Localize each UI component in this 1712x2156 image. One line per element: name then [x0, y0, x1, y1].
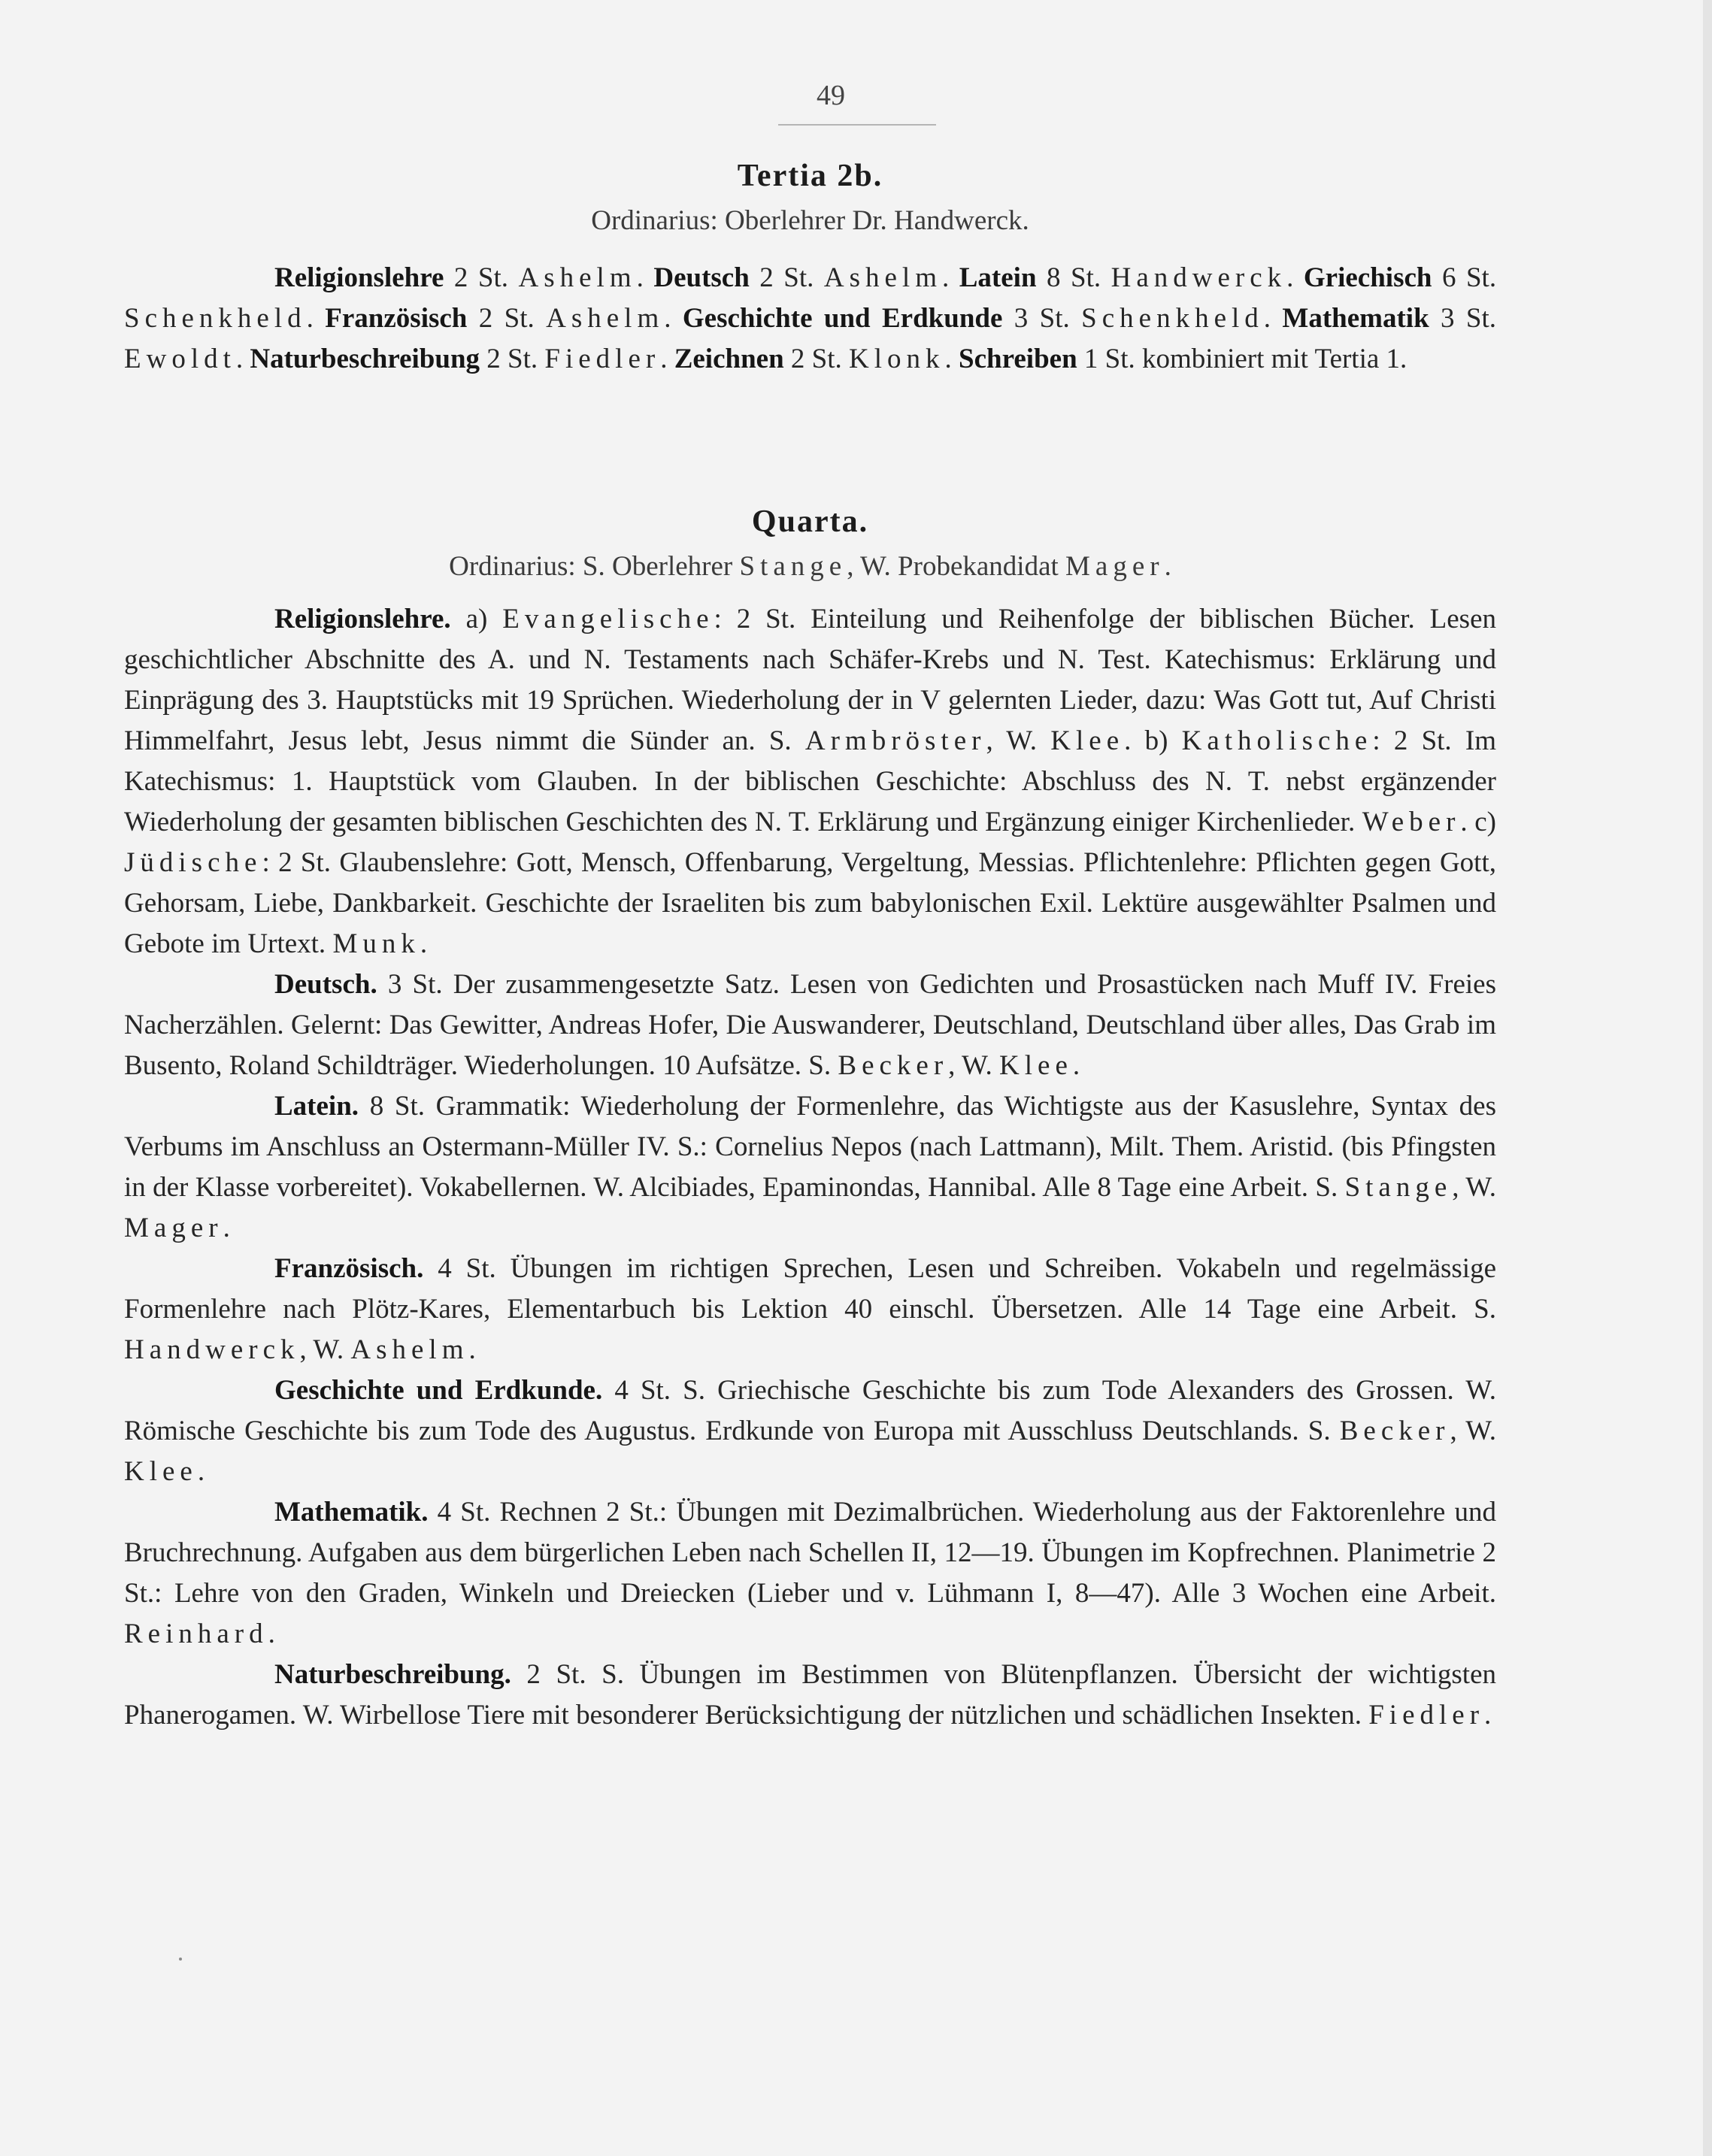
subject-heading: Mathematik.	[274, 1497, 429, 1528]
teacher-name: Klonk	[849, 344, 945, 374]
subject-heading: Griechisch	[1303, 262, 1432, 293]
teacher-name: Becker	[838, 1050, 949, 1081]
subject-paragraph-naturbeschreibung	[124, 1655, 1496, 1736]
text-run: , W.	[948, 1050, 1000, 1081]
text-run: .	[420, 928, 428, 959]
text-run: .	[197, 1456, 205, 1487]
teacher-name: Klee	[1050, 725, 1125, 756]
subject-heading: Französisch	[325, 303, 468, 334]
teacher-name: Fiedler	[544, 344, 661, 374]
teacher-name: Mager	[124, 1213, 223, 1243]
teacher-name: Ashelm	[518, 262, 637, 293]
text-run: . c)	[1460, 807, 1496, 837]
denomination: Evangelische	[502, 604, 714, 634]
teacher-name: Klee	[124, 1456, 198, 1487]
teacher-name: Mager	[1065, 551, 1165, 582]
teacher-name: Ashelm	[350, 1334, 469, 1365]
teacher-name: Ewoldt	[124, 344, 236, 374]
page-edge-shadow	[1703, 0, 1712, 2156]
teacher-name: Stange	[1344, 1172, 1453, 1203]
subject-heading: Religionslehre.	[274, 604, 451, 634]
text-run: 2 St. S. Übungen im Bestimmen von Blütenpflanzen. Übersicht der wichtigsten Phanerogamen. W. Wirbellose Tiere mit besonderer Berücksichtigung der nützlichen und schädlichen Insekten.	[124, 1659, 1496, 1731]
subject-paragraph-mathematik	[124, 1492, 1496, 1655]
text-run: : 2 St. Glaubenslehre: Gott, Mensch, Offenbarung, Vergeltung, Messias. Pflichtenlehre: Pflichten gegen Gott, Gehorsam, Liebe, Dankbarkeit. Geschichte der Israeliten bis zum babylonischen Exil. Lektüre ausgewählter Psalmen und Gebote im Urtext.	[124, 847, 1496, 959]
teacher-name: Becker	[1339, 1416, 1450, 1446]
text-run: 2 St.	[444, 262, 519, 293]
subject-heading: Geschichte und Erdkunde.	[274, 1375, 603, 1406]
text-run: : 2 St. Im Katechismus: 1. Hauptstück vom Glauben. In der biblischen Geschichte: Abschluss des N. T. nebst ergänzender Wiederholung der gesamten biblischen Geschichten des N. T. Erklärung und Ergänzung einiger Kirchenlieder.	[124, 725, 1496, 837]
text-run: 3 St.	[1002, 303, 1082, 334]
subject-paragraph-deutsch	[124, 964, 1496, 1086]
text-run: : 2 St. Einteilung und Reihenfolge der biblischen Bücher. Lesen geschichtlicher Abschnitte des A. und N. Testaments nach Schäfer-Krebs und N. Test. Katechismus: Erklärung und Einprägung des 3. Hauptstücks mit 19 Sprüchen. Wiederholung der in V gelernten Lieder, dazu: Was Gott tut, Auf Christi Himmelfahrt, Jesus lebt, Jesus nimmt die Sünder an. S.	[124, 604, 1496, 756]
section-quarta	[124, 504, 1496, 1736]
subject-heading: Naturbeschreibung	[250, 344, 480, 374]
text-run: .	[1164, 551, 1171, 582]
teacher-name: Fiedler	[1368, 1700, 1485, 1731]
text-run: .	[942, 262, 959, 293]
text-run: , W. Probekandidat	[847, 551, 1066, 582]
text-run: 4 St. S. Griechische Geschichte bis zum Tode Alexanders des Grossen. W. Römische Geschichte bis zum Tode des Augustus. Erdkunde von Europa mit Ausschluss Deutschlands. S.	[124, 1375, 1496, 1446]
text-run: .	[306, 303, 326, 334]
text-run: 3 St. Der zusammengesetzte Satz. Lesen von Gedichten und Prosastücken nach Muff IV. Freies Nacherzählen. Gelernt: Das Gewitter, Andreas Hofer, Die Auswanderer, Deutschland, Deutschland über alles, Das Grab im Busento, Roland Schildträger. Wiederholungen. 10 Aufsätze. S.	[124, 969, 1496, 1081]
text-run: 4 St. Übungen im richtigen Sprechen, Lesen und Schreiben. Vokabeln und regelmässige Formenlehre nach Plötz-Kares, Elementarbuch bis Lektion 40 einschl. Übersetzen. Alle 14 Tage eine Arbeit. S.	[124, 1253, 1496, 1325]
subject-paragraph-religion	[124, 599, 1496, 964]
text-run: 2 St.	[783, 344, 850, 374]
text-run: .	[235, 344, 250, 374]
teacher-name: Munk	[332, 928, 420, 959]
teacher-name: Ashelm	[823, 262, 942, 293]
text-run: , W.	[1452, 1172, 1496, 1203]
teacher-name: Schenkheld	[1081, 303, 1264, 334]
teacher-name: Armbröster	[804, 725, 986, 756]
text-run: 2 St.	[467, 303, 547, 334]
text-run: 1 St. kombiniert mit Tertia 1.	[1077, 344, 1407, 374]
section-tertia-2b	[124, 158, 1496, 380]
text-run: .	[268, 1619, 275, 1649]
text-run: 8 St.	[1036, 262, 1111, 293]
subject-paragraph-franzoesisch	[124, 1249, 1496, 1370]
subject-heading: Deutsch.	[274, 969, 377, 1000]
subject-paragraph-geschichte	[124, 1370, 1496, 1492]
denomination: Katholische	[1181, 725, 1373, 756]
header-rule	[778, 124, 936, 126]
text-run: .	[660, 344, 674, 374]
subject-heading: Deutsch	[653, 262, 750, 293]
subject-heading: Schreiben	[959, 344, 1077, 374]
text-run: .	[664, 303, 683, 334]
teacher-name: Stange	[739, 551, 847, 582]
subject-heading: Mathematik	[1282, 303, 1429, 334]
text-run: .	[468, 1334, 476, 1365]
text-run: .	[223, 1213, 230, 1243]
teacher-name: Handwerck	[1111, 262, 1287, 293]
subject-heading: Latein	[959, 262, 1037, 293]
subject-heading: Zeichnen	[674, 344, 784, 374]
text-run: 8 St. Grammatik: Wiederholung der Formenlehre, das Wichtigste aus der Kasuslehre, Syntax des Verbums im Anschluss an Ostermann-Müller IV. S.: Cornelius Nepos (nach Lattmann), Milt. Them. Aristid. (bis Pfingsten in der Klasse vorbereitet). Vokabellernen. W. Alcibiades, Epaminondas, Hannibal. Alle 8 Tage eine Arbeit. S.	[124, 1091, 1496, 1203]
teacher-name: Klee	[999, 1050, 1073, 1081]
section-title: Quarta.	[751, 504, 869, 539]
text-run: 3 St.	[1429, 303, 1497, 334]
subject-paragraph	[124, 258, 1496, 380]
section-ordinarius	[124, 550, 1496, 583]
text-run: .	[1484, 1700, 1492, 1731]
subject-heading: Naturbeschreibung.	[274, 1659, 511, 1690]
text-run: .	[1263, 303, 1283, 334]
text-run: 2 St.	[749, 262, 824, 293]
text-run: a)	[450, 604, 503, 634]
page-number: 49	[817, 80, 845, 111]
text-run: , W.	[1450, 1416, 1496, 1446]
text-run: 6 St.	[1432, 262, 1497, 293]
text-run: .	[1072, 1050, 1080, 1081]
denomination: Jüdische	[124, 847, 262, 878]
subject-paragraph-latein	[124, 1086, 1496, 1249]
subject-heading: Latein.	[274, 1091, 359, 1122]
section-ordinarius: Ordinarius: Oberlehrer Dr. Handwerck.	[591, 205, 1029, 236]
text-run: 2 St.	[480, 344, 545, 374]
text-run: , W.	[986, 725, 1051, 756]
subject-heading: Französisch.	[274, 1253, 424, 1284]
paper-speck	[179, 1958, 182, 1961]
text-run: 4 St. Rechnen 2 St.: Übungen mit Dezimalbrüchen. Wiederholung aus der Faktorenlehre und Bruchrechnung. Aufgaben aus dem bürgerlichen Leben nach Schellen II, 12—19. Übungen im Kopfrechnen. Planimetrie 2 St.: Lehre von den Graden, Winkeln und Dreiecken (Lieber und v. Lühmann I, 8—47). Alle 3 Wochen eine Arbeit.	[124, 1497, 1496, 1609]
teacher-name: Schenkheld	[124, 303, 307, 334]
teacher-name: Reinhard	[124, 1619, 268, 1649]
text-run: , W.	[299, 1334, 351, 1365]
text-run: . b)	[1124, 725, 1182, 756]
teacher-name: Handwerck	[124, 1334, 300, 1365]
teacher-name: Weber	[1362, 807, 1461, 837]
text-run: .	[944, 344, 959, 374]
teacher-name: Ashelm	[546, 303, 665, 334]
section-title: Tertia 2b.	[737, 159, 883, 193]
subject-heading: Geschichte und Erdkunde	[682, 303, 1003, 334]
text-run: .	[1286, 262, 1304, 293]
text-run: .	[636, 262, 654, 293]
text-run: Ordinarius: S. Oberlehrer	[449, 551, 740, 582]
subject-heading: Religionslehre	[274, 262, 444, 293]
